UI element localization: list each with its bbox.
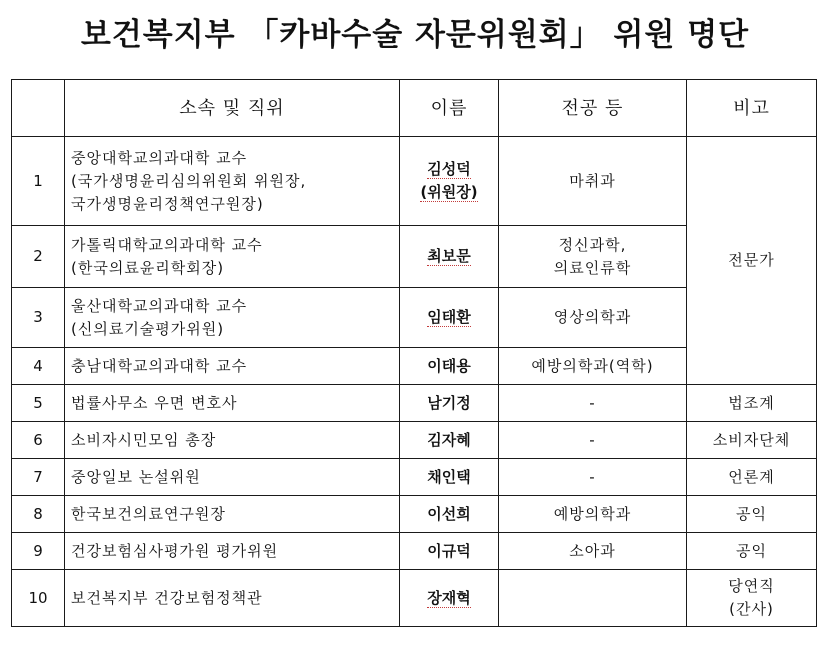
- row-affiliation: 울산대학교의과대학 교수 (신의료기술평가위원): [65, 288, 400, 348]
- row-number: 1: [12, 137, 65, 226]
- row-number: 7: [12, 459, 65, 496]
- row-number: 9: [12, 533, 65, 570]
- row-number: 5: [12, 385, 65, 422]
- member-name: 임태환: [427, 308, 471, 326]
- row-note: 공익: [687, 496, 817, 533]
- row-affiliation: 소비자시민모임 총장: [65, 422, 400, 459]
- row-number: 3: [12, 288, 65, 348]
- row-note: 법조계: [687, 385, 817, 422]
- table-row: [12, 137, 817, 226]
- row-name: 이태용: [400, 348, 499, 385]
- header-number: [12, 80, 65, 137]
- row-note: 당연직 (간사): [687, 570, 817, 627]
- header-name: 이름: [400, 80, 499, 137]
- row-name: [400, 226, 499, 288]
- row-number: 2: [12, 226, 65, 288]
- row-name: 이규덕: [400, 533, 499, 570]
- row-affiliation: 중앙일보 논설위원: [65, 459, 400, 496]
- row-number: 8: [12, 496, 65, 533]
- member-name: 김성덕 (위원장): [420, 160, 478, 201]
- row-note: 공익: [687, 533, 817, 570]
- row-major: 소아과: [499, 533, 687, 570]
- row-major: -: [499, 385, 687, 422]
- table-row: [12, 496, 817, 533]
- row-name: 채인택: [400, 459, 499, 496]
- row-affiliation: 한국보건의료연구원장: [65, 496, 400, 533]
- row-major: 영상의학과: [499, 288, 687, 348]
- table-row: [12, 422, 817, 459]
- row-affiliation: 보건복지부 건강보험정책관: [65, 570, 400, 627]
- table-header-row: [12, 80, 817, 137]
- member-name: 최보문: [427, 247, 471, 265]
- row-major: -: [499, 422, 687, 459]
- row-name: [400, 288, 499, 348]
- row-major: -: [499, 459, 687, 496]
- row-affiliation: 가톨릭대학교의과대학 교수 (한국의료윤리학회장): [65, 226, 400, 288]
- row-name: 남기정: [400, 385, 499, 422]
- row-note: 소비자단체: [687, 422, 817, 459]
- table-row: [12, 570, 817, 627]
- header-affiliation: 소속 및 직위: [65, 80, 400, 137]
- table-row: [12, 459, 817, 496]
- row-major: 예방의학과(역학): [499, 348, 687, 385]
- document-title: 보건복지부 「카바수술 자문위원회」 위원 명단: [80, 17, 750, 53]
- row-number: 6: [12, 422, 65, 459]
- committee-roster-table: [11, 79, 817, 627]
- row-note-merged: 전문가: [687, 137, 817, 385]
- row-name: [400, 570, 499, 627]
- table-row: [12, 385, 817, 422]
- row-affiliation: 충남대학교의과대학 교수: [65, 348, 400, 385]
- row-affiliation: 중앙대학교의과대학 교수 (국가생명윤리심의위원회 위원장, 국가생명윤리정책연구원장): [65, 137, 400, 226]
- row-name: 김자혜: [400, 422, 499, 459]
- row-affiliation: 건강보험심사평가원 평가위원: [65, 533, 400, 570]
- row-name: [400, 137, 499, 226]
- row-note: 언론계: [687, 459, 817, 496]
- row-major: 예방의학과: [499, 496, 687, 533]
- row-name: 이선희: [400, 496, 499, 533]
- row-major: 마취과: [499, 137, 687, 226]
- member-name: 장재혁: [427, 588, 471, 607]
- row-affiliation: 법률사무소 우면 변호사: [65, 385, 400, 422]
- row-number: 4: [12, 348, 65, 385]
- header-note: 비고: [687, 80, 817, 137]
- row-number: 10: [12, 570, 65, 627]
- header-major: 전공 등: [499, 80, 687, 137]
- table-row: [12, 533, 817, 570]
- row-major: [499, 570, 687, 627]
- row-major: 정신과학, 의료인류학: [499, 226, 687, 288]
